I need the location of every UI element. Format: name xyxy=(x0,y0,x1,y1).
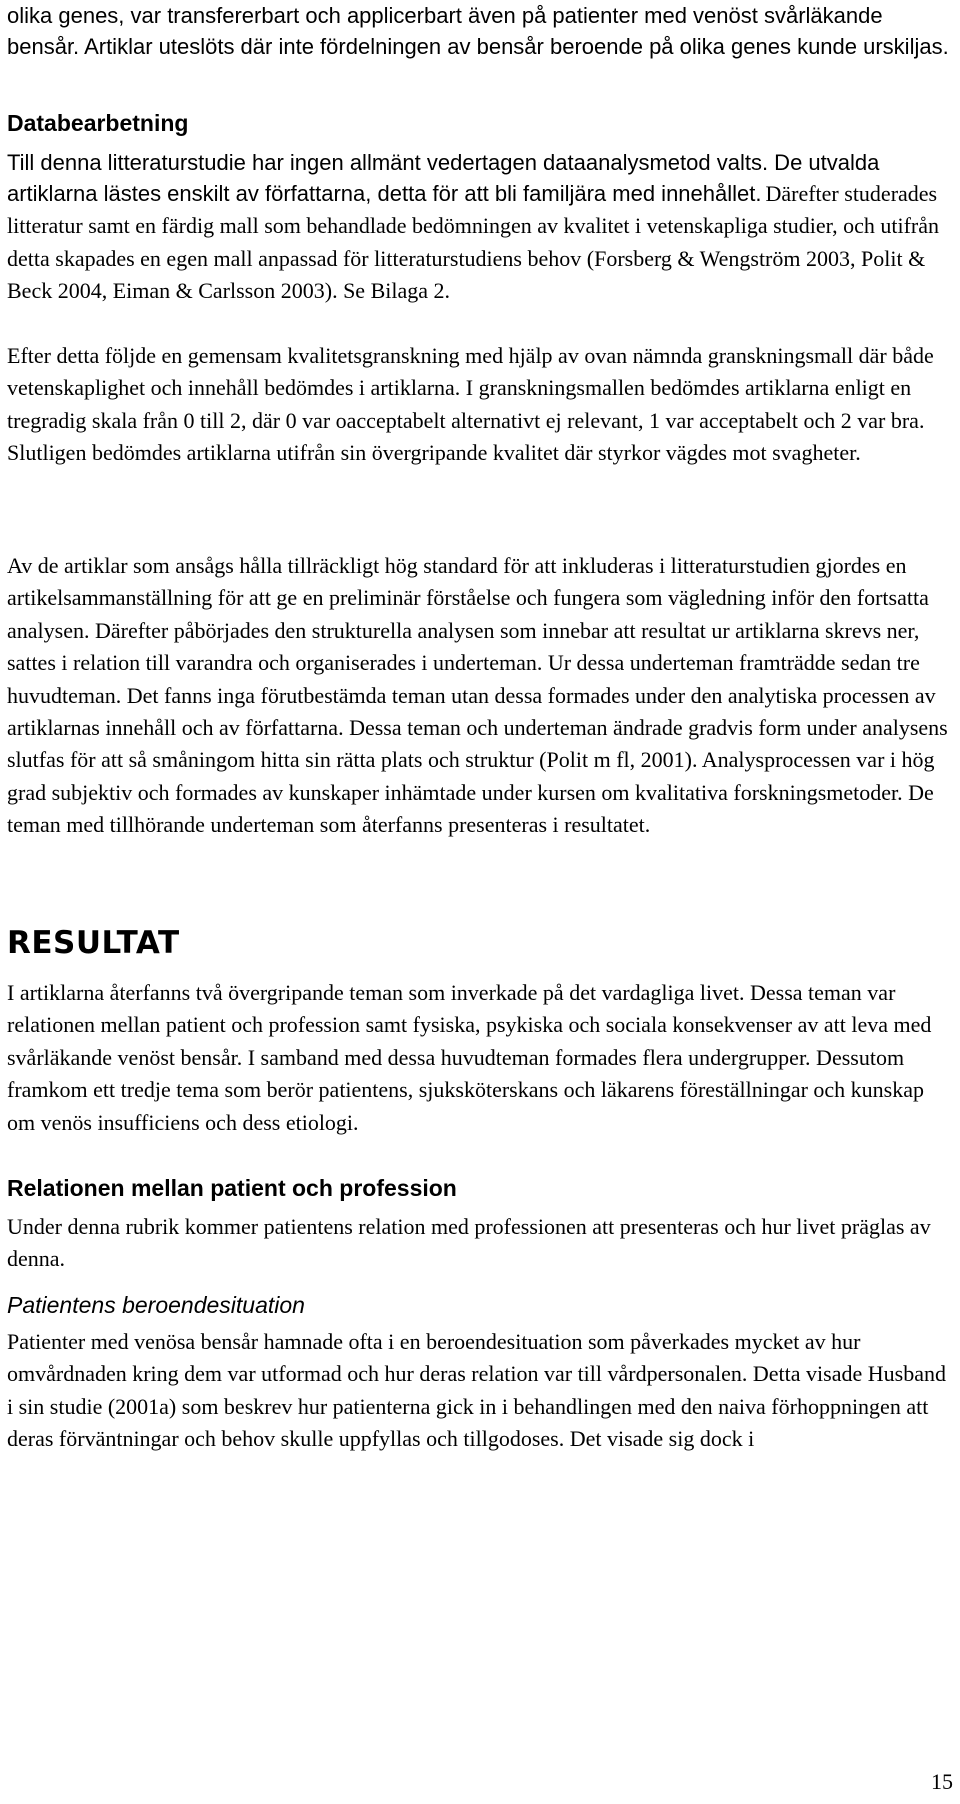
dependency-paragraph: Patienter med venösa bensår hamnade ofta i en beroendesituation som påverkades mycket av hur omvårdnaden kring dem var utformad och hur deras relation var till vårdpersonalen. Detta visade Husband i sin studie (2001a) som beskrev hur patienterna gick in i behandlingen med den naiva förhoppningen att deras förväntningar och behov skulle uppfyllas och tillgodoses. Det visade sig dock i xyxy=(7,1329,946,1452)
heading-dependency: Patientens beroendesituation xyxy=(7,1292,305,1318)
data-processing-sans-text: Till denna litteraturstudie har ingen allmänt vedertagen dataanalysmetod valts. De utvalda artiklarna lästes enskilt av författarna, detta för att bli familjära med innehållet. xyxy=(7,150,880,206)
heading-results: RESULTAT xyxy=(7,925,180,961)
heading-relation: Relationen mellan patient och profession xyxy=(7,1175,457,1201)
page-number: 15 xyxy=(931,1769,953,1794)
results-paragraph: I artiklarna återfanns två övergripande teman som inverkade på det vardagliga livet. Dessa teman var relationen mellan patient och profession samt fysiska, psykiska och sociala konsekvenser av att leva med svårläkande venöst bensår. I samband med dessa huvudteman formades flera undergrupper. Dessutom framkom ett tredje tema som berör patientens, sjuksköterskans och läkarens föreställningar och kunskap om venös insufficiens och dess etiologi. xyxy=(7,980,932,1135)
relation-paragraph: Under denna rubrik kommer patientens relation med professionen att presenteras och hur livet präglas av denna. xyxy=(7,1214,931,1272)
data-processing-paragraph-2: Efter detta följde en gemensam kvalitetsgranskning med hjälp av ovan nämnda granskningsmall där både vetenskaplighet och innehåll bedömdes i artiklarna. I granskningsmallen bedömdes artiklarna enligt en tregradig skala från 0 till 2, där 0 var oacceptabelt alternativt ej relevant, 1 var acceptabelt och 2 var bra. Slutligen bedömdes artiklarna utifrån sin övergripande kvalitet där styrkor vägdes mot svagheter. xyxy=(7,343,934,466)
data-processing-serif-text: Därefter studerades litteratur samt en färdig mall som behandlade bedömningen av kvalitet i vetenskapliga studier, och utifrån detta skapades en egen mall anpassad för litteraturstudiens behov (Forsberg & Wengström 2003, Polit & Beck 2004, Eiman & Carlsson 2003). Se Bilaga 2. xyxy=(7,181,940,304)
data-processing-paragraph-1 xyxy=(7,147,953,308)
intro-paragraph-fragment: olika genes, var transfererbart och applicerbart även på patienter med venöst svårläkande bensår. Artiklar uteslöts där inte fördelningen av bensår beroende på olika genes kunde urskiljas. xyxy=(7,3,949,59)
heading-data-processing: Databearbetning xyxy=(7,110,189,136)
data-processing-paragraph-3: Av de artiklar som ansågs hålla tillräckligt hög standard för att inkluderas i litteraturstudien gjordes en artikelsammanställning för att ge en preliminär förståelse och fungera som vägledning inför den fortsatta analysen. Därefter påbörjades den strukturella analysen som innebar att resultat ur artiklarna skrevs ner, sattes i relation till varandra och organiserades i underteman. Ur dessa underteman framträdde sedan tre huvudteman. Det fanns inga förutbestämda teman utan dessa formades under den analytiska processen av artiklarnas innehåll och av författarna. Dessa teman och underteman ändrade gradvis form under analysens slutfas för att så småningom hitta sin rätta plats och struktur (Polit m fl, 2001). Analysprocessen var i hög grad subjektiv och formades av kunskaper inhämtade under kursen om kvalitativa forskningsmetoder. De teman med tillhörande underteman som återfanns presenteras i resultatet. xyxy=(7,553,948,838)
